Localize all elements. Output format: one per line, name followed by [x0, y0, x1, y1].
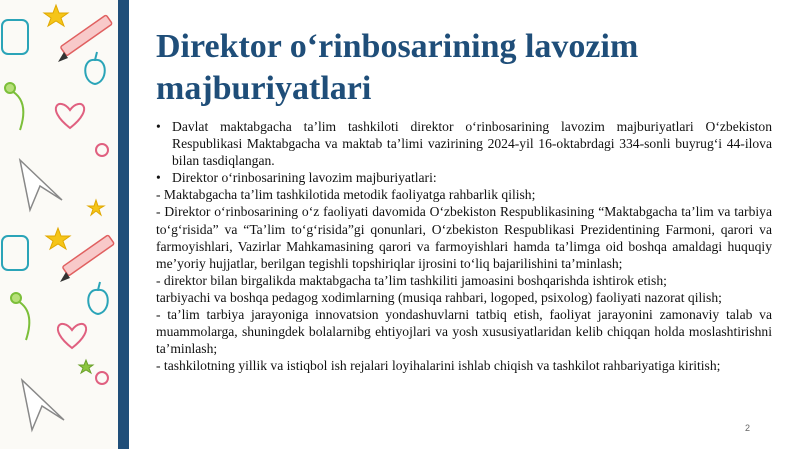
bullet-text: Direktor o‘rinbosarining lavozim majburiyatlari:: [172, 170, 437, 186]
star-icon: [88, 200, 104, 215]
heart-icon: [58, 324, 86, 348]
duty-line: - ta’lim tarbiya jarayoniga innovatsion yondashuvlarni tatbiq etish, faoliyat jarayonini zamonaviy talab va muammolarga, shuningdek bolalarnibg ehtiyojlari va yosh xususiyatlaridan kelib chiqqan holda moslashtirishni ta’minlash;: [156, 307, 772, 357]
duty-line: tarbiyachi va boshqa pedagog xodimlarning (musiqa rahbari, logoped, psixolog) faoliyati nazorat qilish;: [156, 289, 722, 305]
accent-side-bar: [118, 0, 129, 449]
star-icon: [44, 5, 68, 26]
star-icon: [79, 360, 93, 373]
slide-title: Direktor o‘rinbosarining lavozim majburiyatlari: [156, 28, 639, 107]
duty-line: - tashkilotning yillik va istiqbol ish rejalari loyihalarini ishlab chiqish va tashkilot rahbariyatiga kiritish;: [156, 358, 721, 374]
duty-line: - Maktabgacha ta’lim tashkilotida metodik faoliyatga rahbarlik qilish;: [156, 187, 536, 203]
duty-line: - Direktor o‘rinbosarining o‘z faoliyati davomida O‘zbekiston Respublikasining “Maktabgacha ta’lim va tarbiya to‘g‘risida” va “Ta’lim to‘g‘risida”gi qonunlari, O‘zbekiston Respublikasi Prezidentining Farmoni, qarori va farmoyishlari, Vazirlar Mahkamasining qarori va farmoyishlari hamda ta’limga oid boshqa amaldagi huquqiy me’yoriy hujjatlar, berilgan tegishli topshiriqlar ijrosini to‘liq bajarilishini ta’minlash;: [156, 204, 772, 271]
bullet-text: Davlat maktabgacha ta’lim tashkiloti direktor o‘rinbosarining lavozim majburiyatlari O‘zbekiston Respublikasi Maktabgacha va maktab ta’limi vazirining 2024-yil 16-oktabrdagi 334-sonli buyrug‘i 44-ilova bilan tasdiqlangan.: [172, 119, 772, 169]
flower-icon: [96, 144, 108, 384]
apple-icon: [88, 282, 108, 314]
star-icon: [46, 228, 70, 249]
pencil-icon: [60, 235, 114, 282]
paper-plane-icon: [20, 160, 62, 210]
bullet-item: [156, 118, 772, 169]
doodle-pattern: [0, 0, 118, 449]
bullet-dot-icon: •: [156, 170, 161, 186]
decorative-side-panel: [0, 0, 118, 449]
page-number: 2: [744, 423, 750, 433]
pencil-icon: [58, 15, 112, 62]
backpack-icon: [2, 20, 28, 270]
apple-icon: [85, 52, 105, 84]
duty-line: - direktor bilan birgalikda maktabgacha ta’lim tashkiliti jamoasini boshqarishda ishtirok etish;: [156, 272, 667, 288]
bullet-item: [156, 169, 772, 186]
flower-icon: [5, 83, 29, 340]
paper-plane-icon: [22, 380, 64, 430]
heart-icon: [56, 104, 84, 128]
bullet-dot-icon: •: [156, 119, 161, 134]
slide-body: [156, 118, 772, 374]
